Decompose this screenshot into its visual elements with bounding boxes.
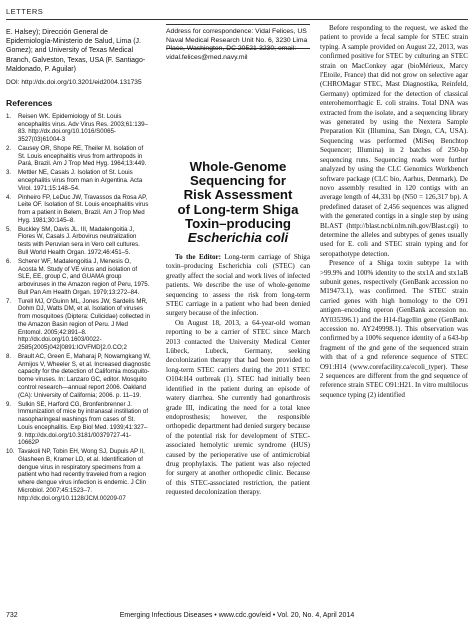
paragraph-text: Long-term carriage of Shiga toxin–producing Escherichia coli (STEC) can greatly affect the social and work lives of infected patients. We describe the use of whole-genome sequencing to assess the risk from long-term STEC carriage in a patient who had been denied surgery because of the infection. <box>166 253 310 318</box>
reference-item <box>6 169 151 192</box>
reference-item <box>6 258 151 297</box>
title-line: Toxin–producing <box>185 215 291 231</box>
reference-item <box>6 226 151 257</box>
left-column <box>6 28 151 504</box>
journal-line: Emerging Infectious Diseases • www.cdc.gov/eid • Vol. 20, No. 4, April 2014 <box>119 612 355 619</box>
article-body-start <box>166 253 310 498</box>
reference-item <box>6 145 151 168</box>
reference-number: 2. <box>6 144 12 152</box>
correspondence-box: Address for correspondence: Vidal Felices, US Naval Medical Research Unit No. 6, 3230 Lima Place, Washington, DC 20521-3230; email: vidal.felices@med.navy.mil <box>166 24 310 62</box>
reference-number: 10. <box>6 448 15 456</box>
reference-text: Turell MJ, O'Guinn ML, Jones JW, Sardelis MR, Dohm DJ, Watts DM, et al. Isolation of viruses from mosquitoes (Diptera: Culicidae) collected in the Amazon Basin region of Peru. J Med Entomol. 2005;42:891–8. http://dx.doi.org/10.1603/0022-2585(2005)042[0891:IOVFMD]2.0.CO;2 <box>18 297 151 352</box>
affiliations <box>6 28 151 74</box>
reference-number: 3. <box>6 169 12 177</box>
section-label: LETTERS <box>6 7 44 16</box>
doi-line[interactable]: DOI: http://dx.doi.org/10.3201/eid2004.131735 <box>6 79 142 87</box>
title-line: Sequencing for <box>190 173 286 189</box>
header-divider <box>6 19 468 20</box>
reference-text: Brault AC, Green E, Maharaj P, Nowamgkang W, Armijos V, Wheeler S, et al. Increased diagnostic capacity for the detection of California mosquito-borne viruses. In: Lanzaro GC, editor. Mosquito control research—annual report 2006. Oakland (CA): University of California; 2006. p. 11–19. <box>18 352 151 399</box>
body-paragraph: Presence of a Shiga toxin subtype 1a with >99.9% and 100% identity to the stx1A and stx1aB subunit genes, respectively (GenBank accession no M19473.1), was confirmed. The STEC strain carried genes with high homology to the O91 antigen–encoding operon (GenBank accession no. AY035396.1) and the H14-flagellin gene (GenBank accession no. AY249998.1). This observation was confirmed by a 100% sequence identity of a 643-bp fragment of the gnd gene of the sequenced strain with that of a gnd reference sequence of STEC O91:H14 (www.corefacility.ca/ecoli_typer). These 2 sequences are different from the gnd sequence of reference strain STEC O91:H21. In vitro multilocus sequence typing (2) identified <box>320 259 468 399</box>
reference-number: 8. <box>6 352 12 360</box>
reference-number: 4. <box>6 193 12 201</box>
reference-number: 1. <box>6 112 12 120</box>
affiliation-text: E. Halsey); Dirección General de Epidemiología-Ministerio de Salud, Lima (J. Gomez); and University of Texas Medical Branch, Galveston, Texas, USA (F. Santiago-Maldonado, P. Aguilar) <box>6 29 146 73</box>
reference-text: Pinheiro FP, LeDuc JW, Travassos da Rosa AP, Leite OF. Isolation of St. Louis encephalitis virus from a patient in Belem, Brazil. Am J Trop Med Hyg. 1981;30:145–8. <box>18 193 149 224</box>
title-line: Risk Assessment <box>183 187 293 203</box>
correspondence-divider <box>166 48 310 49</box>
reference-text: Mettler NE, Casals J. Isolation of St. Louis encephalitis virus from man in Argentina. Acta Virol. 1971;15:148–54. <box>18 169 143 192</box>
reference-item <box>6 401 151 448</box>
reference-text: Tavakoli NP, Tobin EH, Wong SJ, Dupuis AP II, Glasheen B, Kramer LD, et al. Identification of dengue virus in respiratory specimens from a patient who had recently traveled from a region where dengue virus infection is endemic. J Clin Microbiol. 2007;45:1523–7. http://dx.doi.org/10.1128/JCM.00209-07 <box>18 448 147 502</box>
reference-number: 9. <box>6 400 12 408</box>
references-heading: References <box>6 98 53 109</box>
reference-text: Causey OR, Shope RE, Theiler M. Isolation of St. Louis encephalitis virus from arthropods in Pará, Brazil. Am J Trop Med Hyg. 1964;13:449. <box>18 144 147 168</box>
reference-item <box>6 448 151 502</box>
title-line-italic: Escherichia coli <box>187 230 289 246</box>
references-list <box>6 113 151 503</box>
reference-text: Sulkin SE, Harford CG, Bronfenbrenner J. Immunization of mice by intranasal instillation of nasopharingeal washings from cases of St. Louis encephalitis. Exp Biol Med. 1939;41:327–9. http://dx.doi.org/10.3181/00379727-41-10662P <box>18 400 149 447</box>
title-line: of Long-term Shiga <box>177 201 299 217</box>
article-body-continued <box>320 24 468 400</box>
reference-item <box>6 194 151 225</box>
reference-text: Buckley SM, Davis JL. III, Madalengoitia J, Flores W, Casals J. Arbovirus neutralization tests with Peruvian sera in Vero cell cultures. Bull World Health Organ. 1972;46:451–5. <box>18 225 140 256</box>
body-paragraph <box>166 253 310 319</box>
reference-number: 6. <box>6 257 12 265</box>
reference-text: Reisen WK. Epidemiology of St. Louis encephalitis virus. Adv Virus Res. 2003;61:139–83. http://dx.doi.org/10.1016/S0065-3527(03)61004-3 <box>18 112 148 144</box>
reference-item <box>6 353 151 400</box>
reference-number: 7. <box>6 297 12 305</box>
reference-item <box>6 298 151 352</box>
reference-text: Scherer WF, Madalengoitia J, Menesis O, Acosta M. Study of VE virus and isolation of SLE, EE, group C, and GUAMA group arboviruses in the Amazon region of Peru, 1975. Bull Pan Am Health Organ. 1979;13:272–84. <box>18 257 150 296</box>
reference-number: 5. <box>6 225 12 233</box>
right-column <box>320 24 468 400</box>
title-line: Whole-Genome <box>189 159 287 174</box>
body-paragraph: On August 18, 2013, a 64-year-old woman reporting to be a carrier of STEC since March 2013 contacted the University Medical Center Lübeck, Lubeck, Germany, seeking decolonization therapy that had been provided to long-term STEC carriers during the 2011 STEC O104:H4 outbreak (1). STEC had initially been identified in the patient during an episode of watery diarrhea. She currently had gonarthrosis grade III, indicating the need for a total knee endoprosthesis; however, the responsible orthopedic department had denied surgery because of the potential risk for development of STEC-associated hemolytic uremic syndrome (HUS) caused by the perioperative use of antimicrobial drug prophylaxis. The patient was also rejected for surgery at another orthopedic clinic. Because of this STEC-associated restriction, the patient requested decolonization therapy. <box>166 318 310 497</box>
article-title <box>166 160 310 245</box>
reference-item <box>6 113 151 144</box>
body-paragraph: Before responding to the request, we asked the patient to provide a fecal sample for STEC strain typing. A sample provided on August 22, 2013, was confirmed positive for STEC by culturing an STEC strain on MacConkey agar (bioMérieux, Marcy l'Etoile, France) that did not grow on selective agar (CHROMagar STEC, Mast Diagnostika, Reinfeld, Germany) optimized for the detection of classical enterohemorrhagic E. coli strains. Total DNA was extracted from the isolate, and a sequencing library was generated by using the Nextera Sample Preparation Kit (Illumina, San Diego, CA, USA). Sequencing was performed (MiSeq Benchtop Sequencer; Illumina) in 2 batches of 250-bp sequencing runs. Sequencing reads were further analyzed by using the CLC Genomics Workbench software package (CLC bio, Aarhus, Denmark). De novo assembly resulted in 120 contigs with an average length of 44,331 bp (N50 = 126,317 bp). A predefined dataset of 2,456 sequences was aligned with the generated contigs in a single step by using BLAST (http://blast.ncbi.nlm.nih.gov/Blast.cgi) to determine the alleles and subtypes of genes usually used for E. coli and STEC strain typing and for seropathotype detection. <box>320 24 468 258</box>
lead-in: To the Editor: <box>175 253 222 261</box>
page-number: 732 <box>6 612 18 619</box>
